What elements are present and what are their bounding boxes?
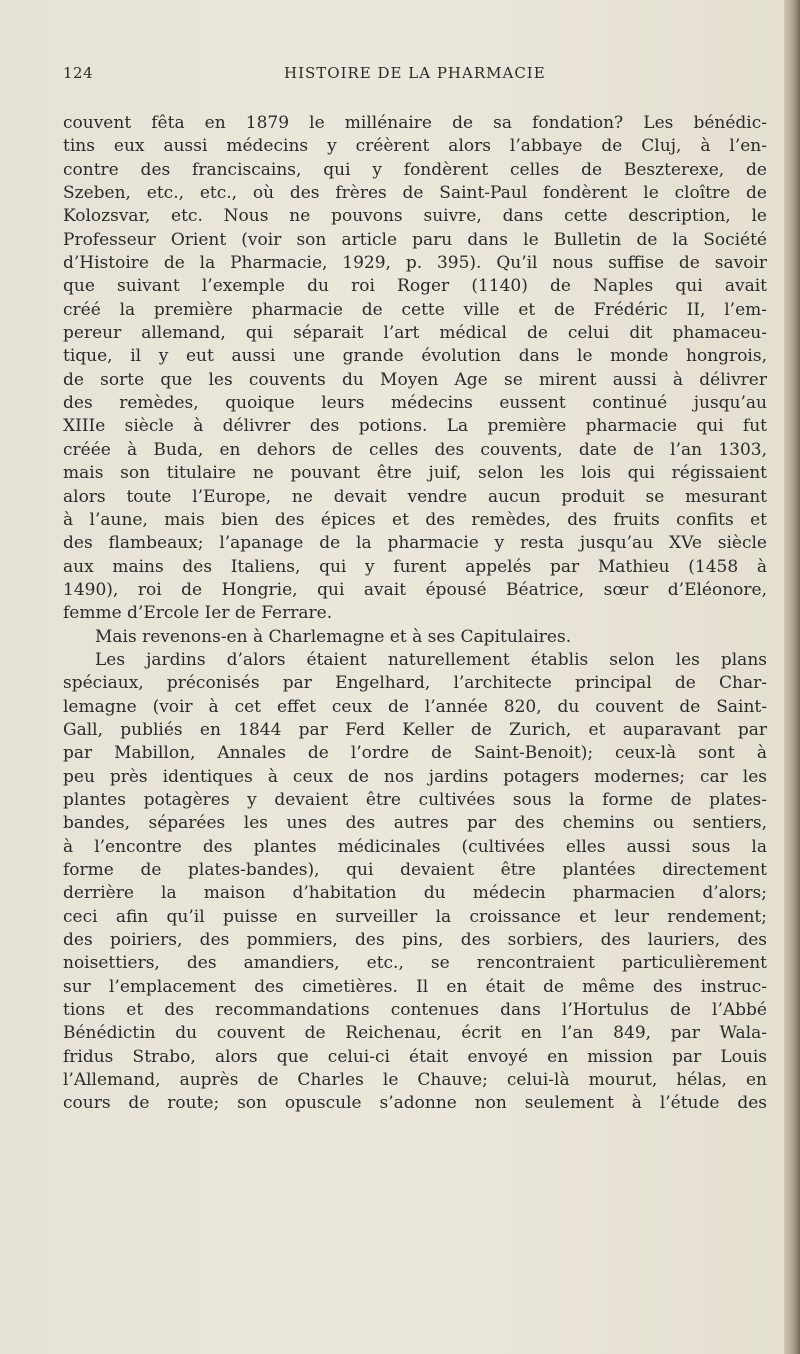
text-line: aux mains des Italiens, qui y furent appelés par Mathieu (1458 à (63, 556, 767, 577)
text-line: des flambeaux; l’apanage de la pharmacie y resta jusqu’au XVe siècle (63, 533, 767, 554)
text-line: Kolozsvar, etc. Nous ne pouvons suivre, dans cette description, le (63, 206, 767, 227)
text-line: Bénédictin du couvent de Reichenau, écrit en l’an 849, par Wala- (63, 1023, 767, 1044)
text-line: peu près identiques à ceux de nos jardins potagers modernes; car les (63, 766, 767, 787)
text-line: tins eux aussi médecins y créèrent alors l’abbaye de Cluj, à l’en- (63, 136, 767, 157)
text-line: des poiriers, des pommiers, des pins, des sorbiers, des lauriers, des (63, 930, 767, 951)
text-line: que suivant l’exemple du roi Roger (1140) de Naples qui avait (63, 276, 767, 297)
text-line: derrière la maison d’habitation du médecin pharmacien d’alors; (63, 883, 767, 904)
text-line: l’Allemand, auprès de Charles le Chauve; celui-là mourut, hélas, en (63, 1070, 767, 1091)
text-line: noisettiers, des amandiers, etc., se rencontraient particulièrement (63, 953, 767, 974)
text-line: alors toute l’Europe, ne devait vendre aucun produit se mesurant (63, 486, 767, 507)
text-line: Gall, publiés en 1844 par Ferd Keller de Zurich, et auparavant par (63, 719, 767, 740)
text-line: tions et des recommandations contenues dans l’Hortulus de l’Abbé (63, 1000, 767, 1021)
text-line: spéciaux, préconisés par Engelhard, l’architecte principal de Char- (63, 673, 767, 694)
text-line: cours de route; son opuscule s’adonne non seulement à l’étude des (63, 1093, 767, 1114)
text-line: Mais revenons-en à Charlemagne et à ses Capitulaires. (95, 626, 572, 647)
text-line: à l’encontre des plantes médicinales (cultivées elles aussi sous la (63, 836, 767, 857)
text-line: des remèdes, quoique leurs médecins eussent continué jusqu’au (63, 393, 767, 414)
text-line: XIIIe siècle à délivrer des potions. La première pharmacie qui fut (63, 416, 767, 437)
text-line: d’Histoire de la Pharmacie, 1929, p. 395). Qu’il nous suffise de savoir (63, 253, 767, 274)
page-header (63, 64, 775, 88)
text-line: couvent fêta en 1879 le millénaire de sa fondation? Les bénédic- (63, 113, 767, 133)
text-line: tique, il y eut aussi une grande évolution dans le monde hongrois, (63, 346, 767, 367)
text-line: Szeben, etc., etc., où des frères de Saint-Paul fondèrent le cloître de (63, 183, 767, 204)
text-line: 1490), roi de Hongrie, qui avait épousé Béatrice, sœur d’Eléonore, (63, 579, 767, 600)
text-line: de sorte que les couvents du Moyen Age se mirent aussi à délivrer (63, 369, 767, 390)
text-line: ceci afin qu’il puisse en surveiller la croissance et leur rendement; (63, 906, 767, 927)
text-line: Les jardins d’alors étaient naturellement établis selon les plans (95, 649, 767, 670)
text-line: créé la première pharmacie de cette ville et de Frédéric II, l’em- (63, 299, 767, 320)
body-text (63, 112, 767, 1116)
text-line: contre des franciscains, qui y fondèrent celles de Beszterexe, de (63, 159, 767, 180)
text-line: plantes potagères y devaient être cultivées sous la forme de plates- (63, 789, 767, 810)
text-line: pereur allemand, qui séparait l’art médical de celui dit phamaceu- (63, 323, 767, 344)
text-line: créée à Buda, en dehors de celles des couvents, date de l’an 1303, (63, 439, 767, 460)
text-line: lemagne (voir à cet effet ceux de l’année 820, du couvent de Saint- (63, 696, 767, 717)
text-line: forme de plates-bandes), qui devaient être plantées directement (63, 860, 767, 880)
text-line: par Mabillon, Annales de l’ordre de Saint-Benoit); ceux-là sont à (63, 743, 767, 764)
text-line: femme d’Ercole Ier de Ferrare. (63, 603, 333, 624)
text-line: à l’aune, mais bien des épices et des remèdes, des fruits confits et (63, 509, 767, 530)
page-edge-shadow (784, 0, 800, 1354)
text-line: sur l’emplacement des cimetières. Il en était de même des instruc- (63, 976, 767, 997)
text-line: fridus Strabo, alors que celui-ci était envoyé en mission par Louis (63, 1046, 767, 1067)
text-line: Professeur Orient (voir son article paru dans le Bulletin de la Société (63, 229, 767, 250)
page-number: 124 (63, 64, 94, 82)
text-line: mais son titulaire ne pouvant être juif, selon les lois qui régissaient (63, 463, 767, 484)
running-title: HISTOIRE DE LA PHARMACIE (284, 64, 546, 82)
text-line: bandes, séparées les unes des autres par des chemins ou sentiers, (63, 813, 767, 834)
